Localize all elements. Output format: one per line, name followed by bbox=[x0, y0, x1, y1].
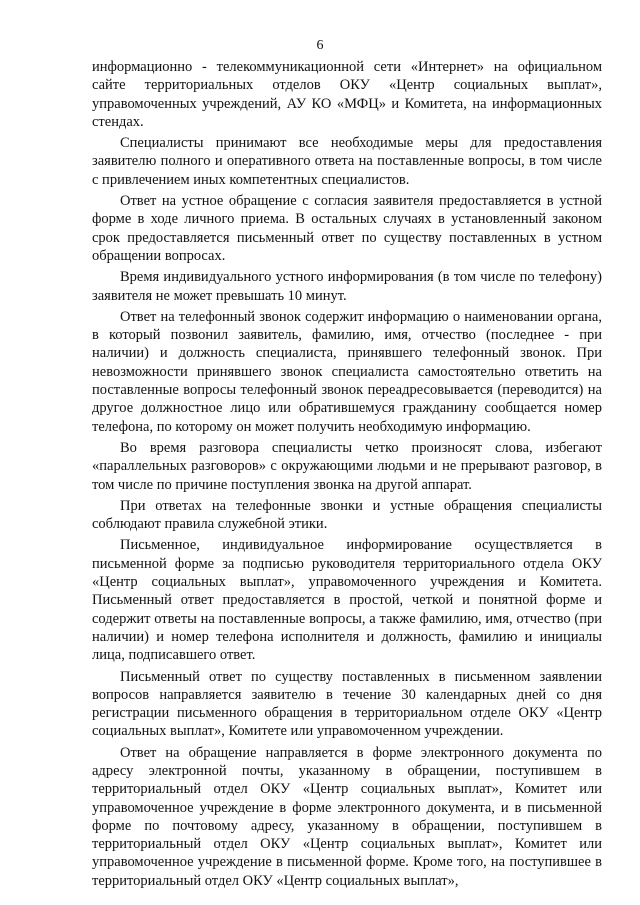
document-body bbox=[92, 58, 602, 893]
page-number: 6 bbox=[316, 38, 324, 53]
paragraph-9: Письменный ответ по существу поставленных в письменном заявлении вопросов направляется заявителю в течение 30 календарных дней со дня регистрации письменного обращения в территориальном отделе ОКУ «Центр социальных выплат», Комитете или управомоченном учреждении. bbox=[92, 668, 602, 740]
paragraph-5: Ответ на телефонный звонок содержит информацию о наименовании органа, в который позвонил заявитель, фамилию, имя, отчество (последнее - при наличии) и должность специалиста, принявшего телефонный звонок. При невозможности принявшего звонок специалиста самостоятельно ответить на поставленные вопросы телефонный звонок переадресовывается (переводится) на другое должностное лицо или обратившемуся гражданину сообщается номер телефона, по которому он может получить необходимую информацию. bbox=[92, 308, 602, 435]
paragraph-3: Ответ на устное обращение с согласия заявителя предоставляется в устной форме в ходе личного приема. В остальных случаях в установленный законом срок предоставляется письменный ответ по существу поставленных в устном обращении вопросах. bbox=[92, 193, 602, 264]
paragraph-7: При ответах на телефонные звонки и устные обращения специалисты соблюдают правила служебной этики. bbox=[92, 497, 602, 533]
paragraph-10: Ответ на обращение направляется в форме электронного документа по адресу электронной почты, указанному в обращении, поступившем в территориальный отдел ОКУ «Центр социальных выплат», Комитет или управомоченное учреждение в форме электронного документа, и в письменной форме по почтовому адресу, указанному в обращении, поступившем в территориальный отдел ОКУ «Центр социальных выплат», Комитет или управомоченное учреждение в письменной форме. Кроме того, на поступившее в территориальный отдел ОКУ «Центр социальных выплат», bbox=[92, 744, 602, 889]
paragraph-6: Во время разговора специалисты четко произносят слова, избегают «параллельных разговоров» с окружающими людьми и не прерывают разговор, в том числе по причине поступления звонка на другой аппарат. bbox=[92, 439, 602, 493]
paragraph-2: Специалисты принимают все необходимые меры для предоставления заявителю полного и оперативного ответа на поставленные вопросы, в том числе с привлечением иных компетентных специалистов. bbox=[92, 135, 602, 188]
paragraph-4: Время индивидуального устного информирования (в том числе по телефону) заявителя не может превышать 10 минут. bbox=[92, 269, 602, 304]
paragraph-8: Письменное, индивидуальное информирование осуществляется в письменной форме за подписью руководителя территориального отдела ОКУ «Центр социальных выплат», управомоченного учреждения и Комитета. Письменный ответ предоставляется в простой, четкой и понятной форме и содержит ответы на поставленные вопросы, а также фамилию, имя, отчество (при наличии) и номер телефона исполнителя и должность, фамилию и инициалы лица, подписавшего ответ. bbox=[92, 537, 602, 664]
paragraph-1: информационно - телекоммуникационной сети «Интернет» на официальном сайте территориальных отделов ОКУ «Центр социальных выплат», управомоченных учреждений, АУ КО «МФЦ» и Комитета, на информационных стендах. bbox=[92, 59, 602, 130]
